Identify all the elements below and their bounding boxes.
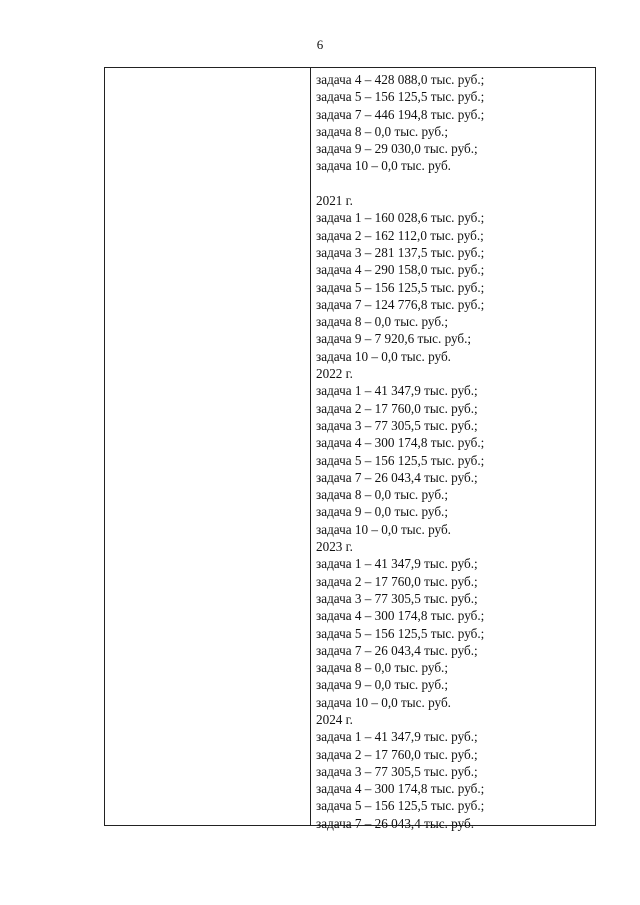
- task-line: задача 10 – 0,0 тыс. руб.: [316, 158, 451, 174]
- year-heading: 2022 г.: [316, 366, 353, 382]
- task-line: задача 4 – 428 088,0 тыс. руб.;: [316, 72, 485, 87]
- year-heading: 2021 г.: [316, 193, 353, 209]
- task-line: задача 8 – 0,0 тыс. руб.;: [316, 487, 449, 503]
- task-line: задача 3 – 77 305,5 тыс. руб.;: [316, 763, 478, 779]
- task-line: задача 5 – 156 125,5 тыс. руб.;: [316, 452, 485, 468]
- task-line: задача 1 – 160 028,6 тыс. руб.;: [316, 210, 485, 226]
- task-line: задача 4 – 290 158,0 тыс. руб.;: [316, 262, 485, 278]
- task-line: задача 4 – 300 174,8 тыс. руб.;: [316, 781, 485, 797]
- task-line: задача 8 – 0,0 тыс. руб.;: [316, 660, 449, 676]
- task-line: задача 3 – 77 305,5 тыс. руб.;: [316, 417, 478, 433]
- table-left-cell: [105, 68, 311, 825]
- task-line: задача 4 – 300 174,8 тыс. руб.;: [316, 608, 485, 624]
- task-line: задача 8 – 0,0 тыс. руб.;: [316, 314, 449, 330]
- task-line: задача 9 – 0,0 тыс. руб.;: [316, 504, 449, 520]
- task-line: задача 3 – 281 137,5 тыс. руб.;: [316, 244, 485, 260]
- year-heading: 2023 г.: [316, 539, 353, 555]
- task-line: задача 2 – 17 760,0 тыс. руб.;: [316, 573, 478, 589]
- table-right-cell: [311, 68, 595, 831]
- task-line: задача 9 – 7 920,6 тыс. руб.;: [316, 331, 472, 347]
- task-line: задача 5 – 156 125,5 тыс. руб.;: [316, 279, 485, 295]
- task-line: задача 10 – 0,0 тыс. руб.: [316, 694, 451, 710]
- task-line: задача 4 – 300 174,8 тыс. руб.;: [316, 435, 485, 451]
- task-line: задача 7 – 124 776,8 тыс. руб.;: [316, 296, 485, 312]
- task-line: задача 10 – 0,0 тыс. руб.: [316, 348, 451, 364]
- task-line: задача 8 – 0,0 тыс. руб.;: [316, 123, 449, 139]
- task-line: задача 5 – 156 125,5 тыс. руб.;: [316, 798, 485, 814]
- task-line: задача 9 – 0,0 тыс. руб.;: [316, 677, 449, 693]
- task-line: задача 7 – 446 194,8 тыс. руб.;: [316, 106, 485, 122]
- task-line: задача 5 – 156 125,5 тыс. руб.;: [316, 89, 485, 105]
- task-line: задача 7 – 26 043,4 тыс. руб.;: [316, 469, 478, 485]
- task-line: задача 7 – 26 043,4 тыс. руб.;: [316, 642, 478, 658]
- task-line: задача 9 – 29 030,0 тыс. руб.;: [316, 141, 478, 157]
- task-line: задача 1 – 41 347,9 тыс. руб.;: [316, 383, 478, 399]
- page-number: 6: [316, 37, 324, 52]
- task-line: задача 10 – 0,0 тыс. руб.: [316, 521, 451, 537]
- funding-table: [104, 67, 596, 831]
- blank-line: [316, 175, 595, 192]
- year-heading: 2024 г.: [316, 711, 353, 727]
- task-line: задача 1 – 41 347,9 тыс. руб.;: [316, 729, 478, 745]
- task-line: задача 2 – 17 760,0 тыс. руб.;: [316, 400, 478, 416]
- task-line: задача 2 – 17 760,0 тыс. руб.;: [316, 746, 478, 762]
- task-line: задача 1 – 41 347,9 тыс. руб.;: [316, 556, 478, 572]
- task-line: задача 2 – 162 112,0 тыс. руб.;: [316, 227, 484, 243]
- task-line: задача 7 – 26 043,4 тыс. руб.: [316, 815, 475, 831]
- task-line: задача 3 – 77 305,5 тыс. руб.;: [316, 590, 478, 606]
- task-line: задача 5 – 156 125,5 тыс. руб.;: [316, 625, 485, 641]
